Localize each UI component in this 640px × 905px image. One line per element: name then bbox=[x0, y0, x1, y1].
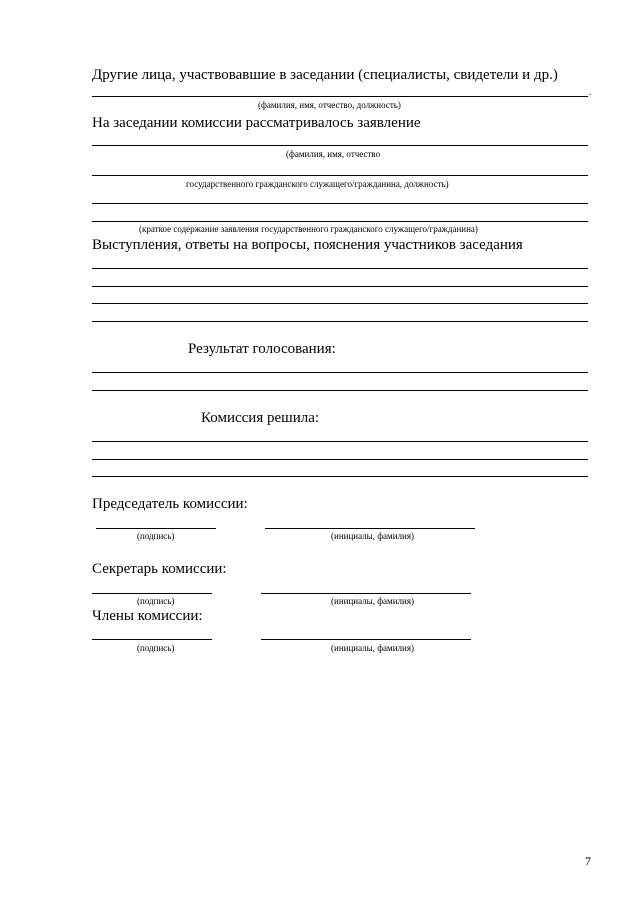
vote-line-1 bbox=[92, 372, 588, 373]
chairman-name-caption: (инициалы, фамилия) bbox=[331, 531, 414, 541]
chairman-signature-line bbox=[96, 528, 216, 529]
application-summary-line-1 bbox=[92, 203, 588, 204]
application-name-line bbox=[92, 145, 588, 146]
others-heading: Другие лица, участвовавшие в заседании (специалисты, свидетели и др.) bbox=[92, 67, 558, 83]
secretary-signature-caption: (подпись) bbox=[137, 596, 175, 606]
application-summary-caption: (краткое содержание заявления государственного гражданского служащего/гражданина) bbox=[139, 224, 478, 234]
secretary-label: Секретарь комиссии: bbox=[92, 561, 227, 577]
chairman-signature-caption: (подпись) bbox=[137, 531, 175, 541]
secretary-name-line bbox=[261, 593, 471, 594]
vote-line-2 bbox=[92, 390, 588, 391]
members-signature-caption: (подпись) bbox=[137, 643, 175, 653]
secretary-name-caption: (инициалы, фамилия) bbox=[331, 596, 414, 606]
members-name-caption: (инициалы, фамилия) bbox=[331, 643, 414, 653]
vote-heading: Результат голосования: bbox=[188, 341, 336, 357]
others-line bbox=[92, 96, 588, 97]
application-heading: На заседании комиссии рассматривалось заявление bbox=[92, 115, 421, 131]
others-caption: (фамилия, имя, отчество, должность) bbox=[258, 100, 401, 110]
others-period: . bbox=[589, 87, 592, 97]
speeches-line-4 bbox=[92, 321, 588, 322]
secretary-signature-line bbox=[92, 593, 212, 594]
decision-heading: Комиссия решила: bbox=[201, 410, 320, 426]
decision-line-2 bbox=[92, 459, 588, 460]
speeches-line-1 bbox=[92, 268, 588, 269]
application-status-line bbox=[92, 175, 588, 176]
members-signature-line bbox=[92, 639, 212, 640]
application-name-caption: (фамилия, имя, отчество bbox=[286, 149, 381, 159]
chairman-label: Председатель комиссии: bbox=[92, 496, 248, 512]
members-label: Члены комиссии: bbox=[92, 608, 203, 624]
page-number: 7 bbox=[585, 854, 591, 868]
members-name-line bbox=[261, 639, 471, 640]
application-status-caption: государственного гражданского служащего/гражданина, должность) bbox=[186, 179, 449, 189]
decision-line-3 bbox=[92, 476, 588, 477]
speeches-line-2 bbox=[92, 286, 588, 287]
chairman-name-line bbox=[265, 528, 475, 529]
application-summary-line-2 bbox=[92, 221, 588, 222]
speeches-heading: Выступления, ответы на вопросы, пояснения участников заседания bbox=[92, 237, 523, 253]
speeches-line-3 bbox=[92, 303, 588, 304]
decision-line-1 bbox=[92, 441, 588, 442]
